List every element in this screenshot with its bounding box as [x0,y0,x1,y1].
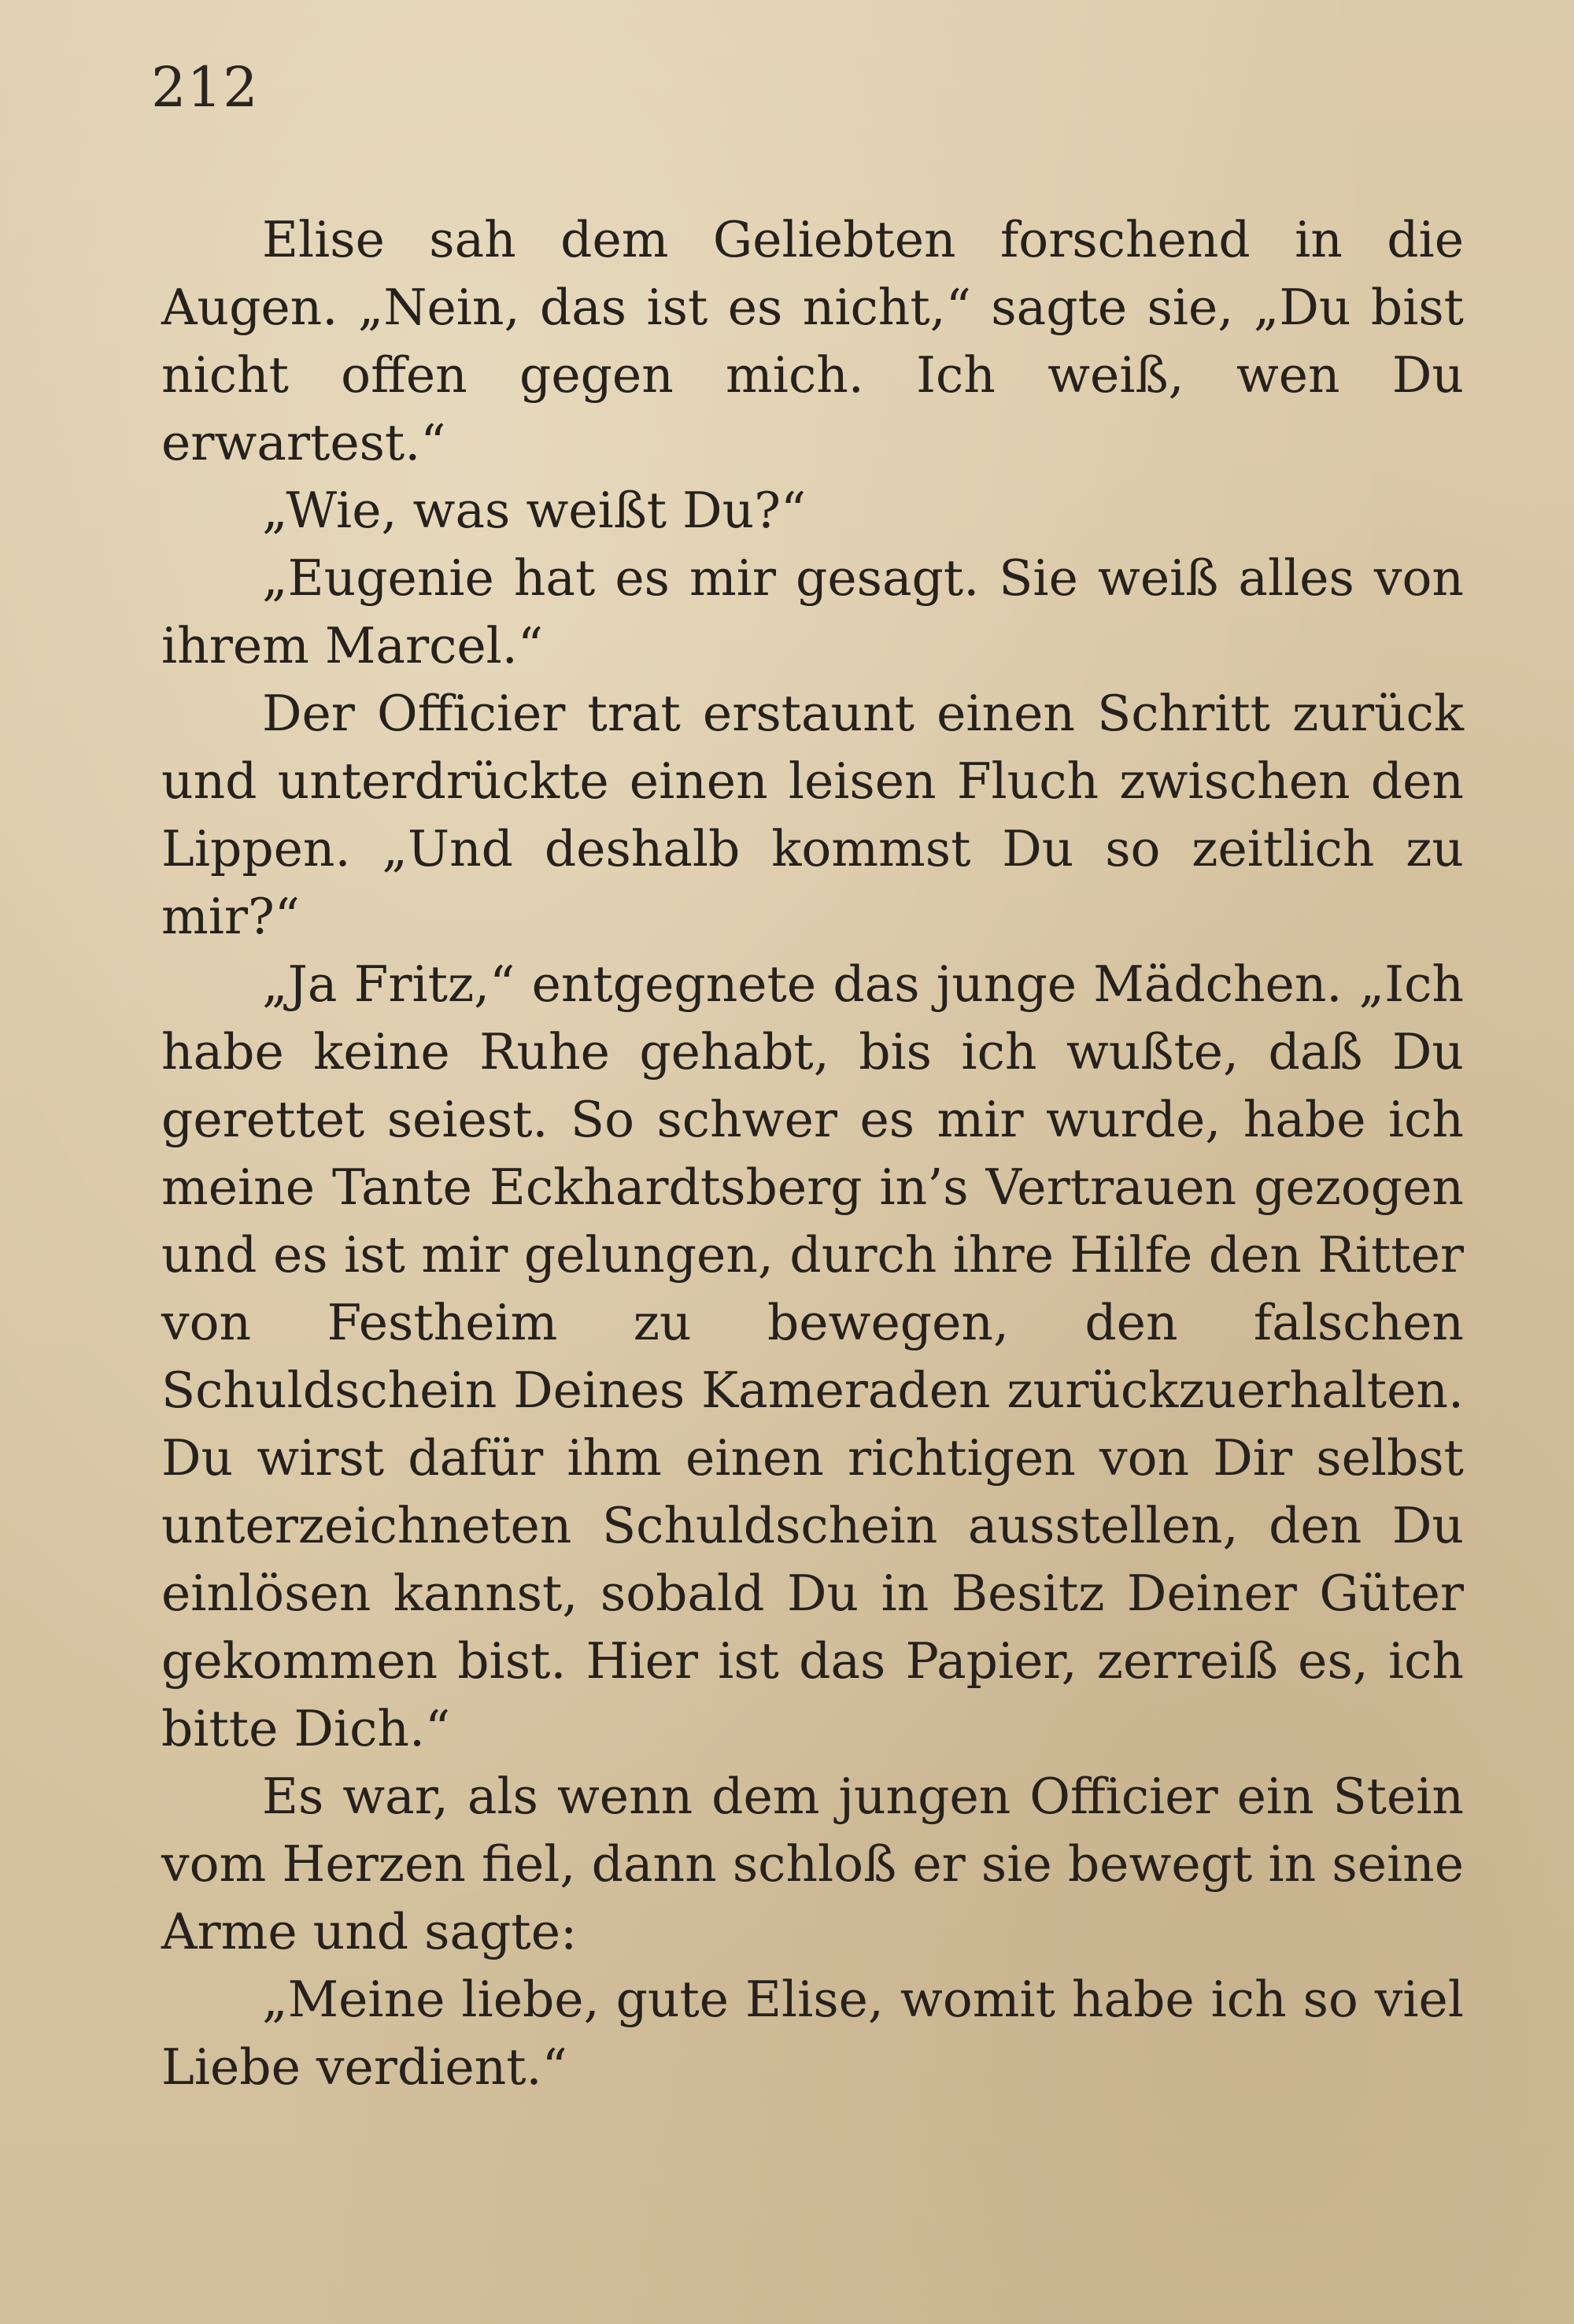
paragraph: Der Officier trat erstaunt einen Schritt zurück und unterdrückte einen leisen Fluch zwischen den Lippen. „Und deshalb kommst Du so zeitlich zu mir?“ [161,685,1464,945]
paragraph: Es war, als wenn dem jungen Officier ein Stein vom Herzen fiel, dann schloß er sie bewegt in seine Arme und sagte: [161,1768,1464,1960]
paragraph: „Ja Fritz,“ entgegnete das junge Mädchen. „Ich habe keine Ruhe gehabt, bis ich wußte, daß Du gerettet seiest. So schwer es mir wurde, habe ich meine Tante Eckhardtsberg in’s Vertrauen gezogen und es ist mir gelungen, durch ihre Hilfe den Ritter von Festheim zu bewegen, den falschen Schuldschein Deines Kameraden zurückzuerhalten. Du wirst dafür ihm einen richtigen von Dir selbst unterzeichneten Schuldschein ausstellen, den Du einlösen kannst, sobald Du in Besitz Deiner Güter gekommen bist. Hier ist das Papier, zerreiß es, ich bitte Dich.“ [161,955,1464,1757]
page-number: 212 [151,55,259,120]
paragraph: Elise sah dem Geliebten forschend in die Augen. „Nein, das ist es nicht,“ sagte sie, „Du bist nicht offen gegen mich. Ich weiß, wen Du erwartest.“ [161,211,1464,471]
paragraph: „Wie, was weißt Du?“ [262,482,807,539]
paragraph: „Meine liebe, gute Elise, womit habe ich so viel Liebe verdient.“ [161,1971,1464,2096]
paragraph: „Eugenie hat es mir gesagt. Sie weiß alles von ihrem Marcel.“ [161,549,1464,674]
body-text [161,206,1464,2101]
